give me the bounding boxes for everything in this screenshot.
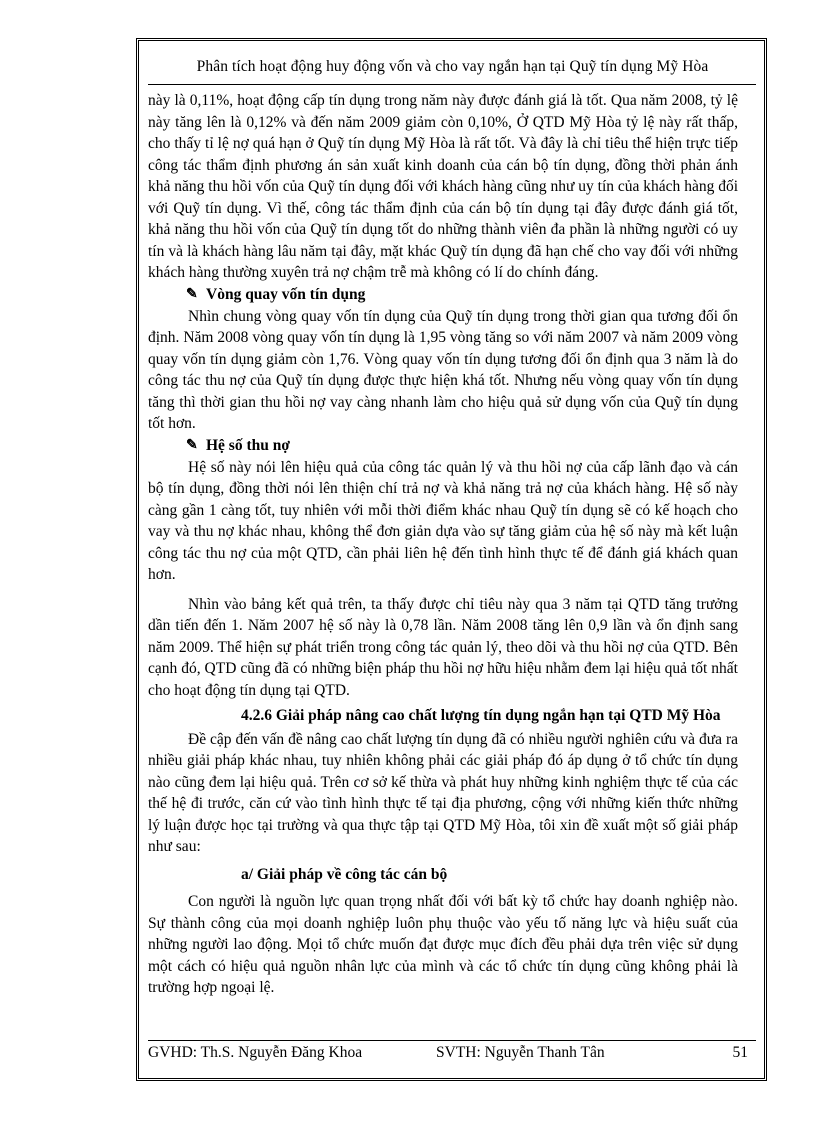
section-heading-4-2-6: 4.2.6 Giải pháp nâng cao chất lượng tín dụng ngắn hạn tại QTD Mỹ Hòa bbox=[241, 707, 721, 724]
heading-recovery-ratio-label: Hệ số thu nợ bbox=[206, 436, 290, 454]
page-footer bbox=[148, 1044, 748, 1066]
page-number: 51 bbox=[732, 1044, 748, 1061]
heading-recovery-ratio bbox=[186, 435, 738, 457]
paragraph-recovery-ratio-definition: Hệ số này nói lên hiệu quả của công tác quản lý và thu hồi nợ của cấp lãnh đạo và cán bộ tín dụng, đồng thời nói lên thiện chí trả nợ và khả năng trả nợ của khách hàng. Hệ số này càng gần 1 càng tốt, tuy nhiên với mỗi thời điểm khác nhau Quỹ tín dụng sẽ có kế hoạch cho vay và thu nợ khác nhau, không thể đơn giản dựa vào sự tăng giảm của hệ số này mà kết luận công tác thu nợ của một QTD, cần phải liên hệ đến tình hình thực tế để đánh giá khách quan hơn. bbox=[148, 458, 738, 583]
paragraph-credit-turnover: Nhìn chung vòng quay vốn tín dụng của Quỹ tín dụng trong thời gian qua tương đối ổn định. Năm 2008 vòng quay vốn tín dụng là 1,95 vòng tăng so với năm 2007 và năm 2009 vòng quay vốn tín dụng giảm còn 1,76. Vòng quay vốn tín dụng tương đối ổn định qua 3 năm là do công tác thu nợ của Quỹ tín dụng được thực hiện khá tốt. Nhưng nếu vòng quay vốn tín dụng tăng thì thời gian thu hồi nợ vay càng nhanh làm cho hiệu quả sử dụng vốn của Quỹ tín dụng tốt hơn. bbox=[148, 307, 738, 432]
heading-credit-turnover bbox=[186, 284, 738, 306]
paragraph-recovery-ratio-results: Nhìn vào bảng kết quả trên, ta thấy được chỉ tiêu này qua 3 năm tại QTD tăng trưởng dần tiến đến 1. Năm 2007 hệ số này là 0,78 lần. Năm 2008 tăng lên 0,9 lần và ổn định sang năm 2009. Thể hiện sự phát triển trong công tác quản lý, theo dõi và thu hồi nợ của QTD. Bên cạnh đó, QTD cũng đã có những biện pháp thu hồi nợ hữu hiệu nhằm đem lại hiệu quả tốt nhất cho hoạt động tín dụng tại QTD. bbox=[148, 595, 738, 699]
subsection-heading-staff: a/ Giải pháp về công tác cán bộ bbox=[241, 865, 448, 883]
pencil-bullet-icon: ✎ bbox=[186, 286, 198, 302]
footer-student: SVTH: Nguyễn Thanh Tân bbox=[436, 1044, 605, 1061]
document-body bbox=[148, 90, 738, 999]
paragraph-npl-ratio: này là 0,11%, hoạt động cấp tín dụng trong năm này được đánh giá là tốt. Qua năm 2008, tỷ lệ này tăng lên là 0,12% và đến năm 2009 giảm còn 0,10%, Ở QTD Mỹ Hòa tỷ lệ này rất thấp, cho thấy tỉ lệ nợ quá hạn ở Quỹ tín dụng Mỹ Hòa là rất tốt. Và đây là chỉ tiêu thể hiện trực tiếp công tác thẩm định phương án sản xuất kinh doanh của cán bộ tín dụng, đồng thời phản ánh khả năng thu hồi vốn của Quỹ tín dụng đối với khách hàng cũng như uy tín của khách hàng đối với Quỹ tín dụng. Vì thế, công tác thẩm định của cán bộ tín dụng tại đây được đánh giá tốt, khả năng thu hồi vốn của Quỹ tín dụng tốt do những thành viên đa phần là những người có uy tín và là khách hàng lâu năm tại đây, mặt khác Quỹ tín dụng đã hạn chế cho vay đối với những khách hàng thường xuyên trả nợ chậm trễ mà không có lí do chính đáng. bbox=[148, 92, 738, 281]
page-header: Phân tích hoạt động huy động vốn và cho vay ngắn hạn tại Quỹ tín dụng Mỹ Hòa bbox=[196, 58, 709, 75]
header-rule bbox=[148, 84, 756, 85]
footer-rule bbox=[148, 1040, 756, 1041]
footer-advisor: GVHD: Th.S. Nguyễn Đăng Khoa bbox=[148, 1044, 363, 1061]
pencil-bullet-icon: ✎ bbox=[186, 437, 198, 453]
paragraph-solutions-intro: Đề cập đến vấn đề nâng cao chất lượng tín dụng đã có nhiều người nghiên cứu và đưa ra nhiều giải pháp khác nhau, tuy nhiên không phải các giải pháp đó áp dụng ở tổ chức tín dụng nào cũng đem lại hiệu quả. Trên cơ sở kế thừa và phát huy những kinh nghiệm thực tế của các thế hệ đi trước, căn cứ vào tình hình thực tế tại địa phương, cộng với những kiến thức những lý luận được học tại trường và qua thực tập tại QTD Mỹ Hòa, tôi xin đề xuất một số giải pháp như sau: bbox=[148, 730, 738, 855]
heading-credit-turnover-label: Vòng quay vốn tín dụng bbox=[206, 285, 366, 303]
paragraph-staff-solution: Con người là nguồn lực quan trọng nhất đối với bất kỳ tổ chức hay doanh nghiệp nào. Sự thành công của mọi doanh nghiệp luôn phụ thuộc vào yếu tố năng lực và hiệu suất của những người lao động. Mọi tổ chức muốn đạt được mục đích đều phải dựa trên việc sử dụng một cách có hiệu quả nguồn nhân lực của mình và các tổ chức tín dụng cũng không phải là trường hợp ngoại lệ. bbox=[148, 893, 738, 996]
